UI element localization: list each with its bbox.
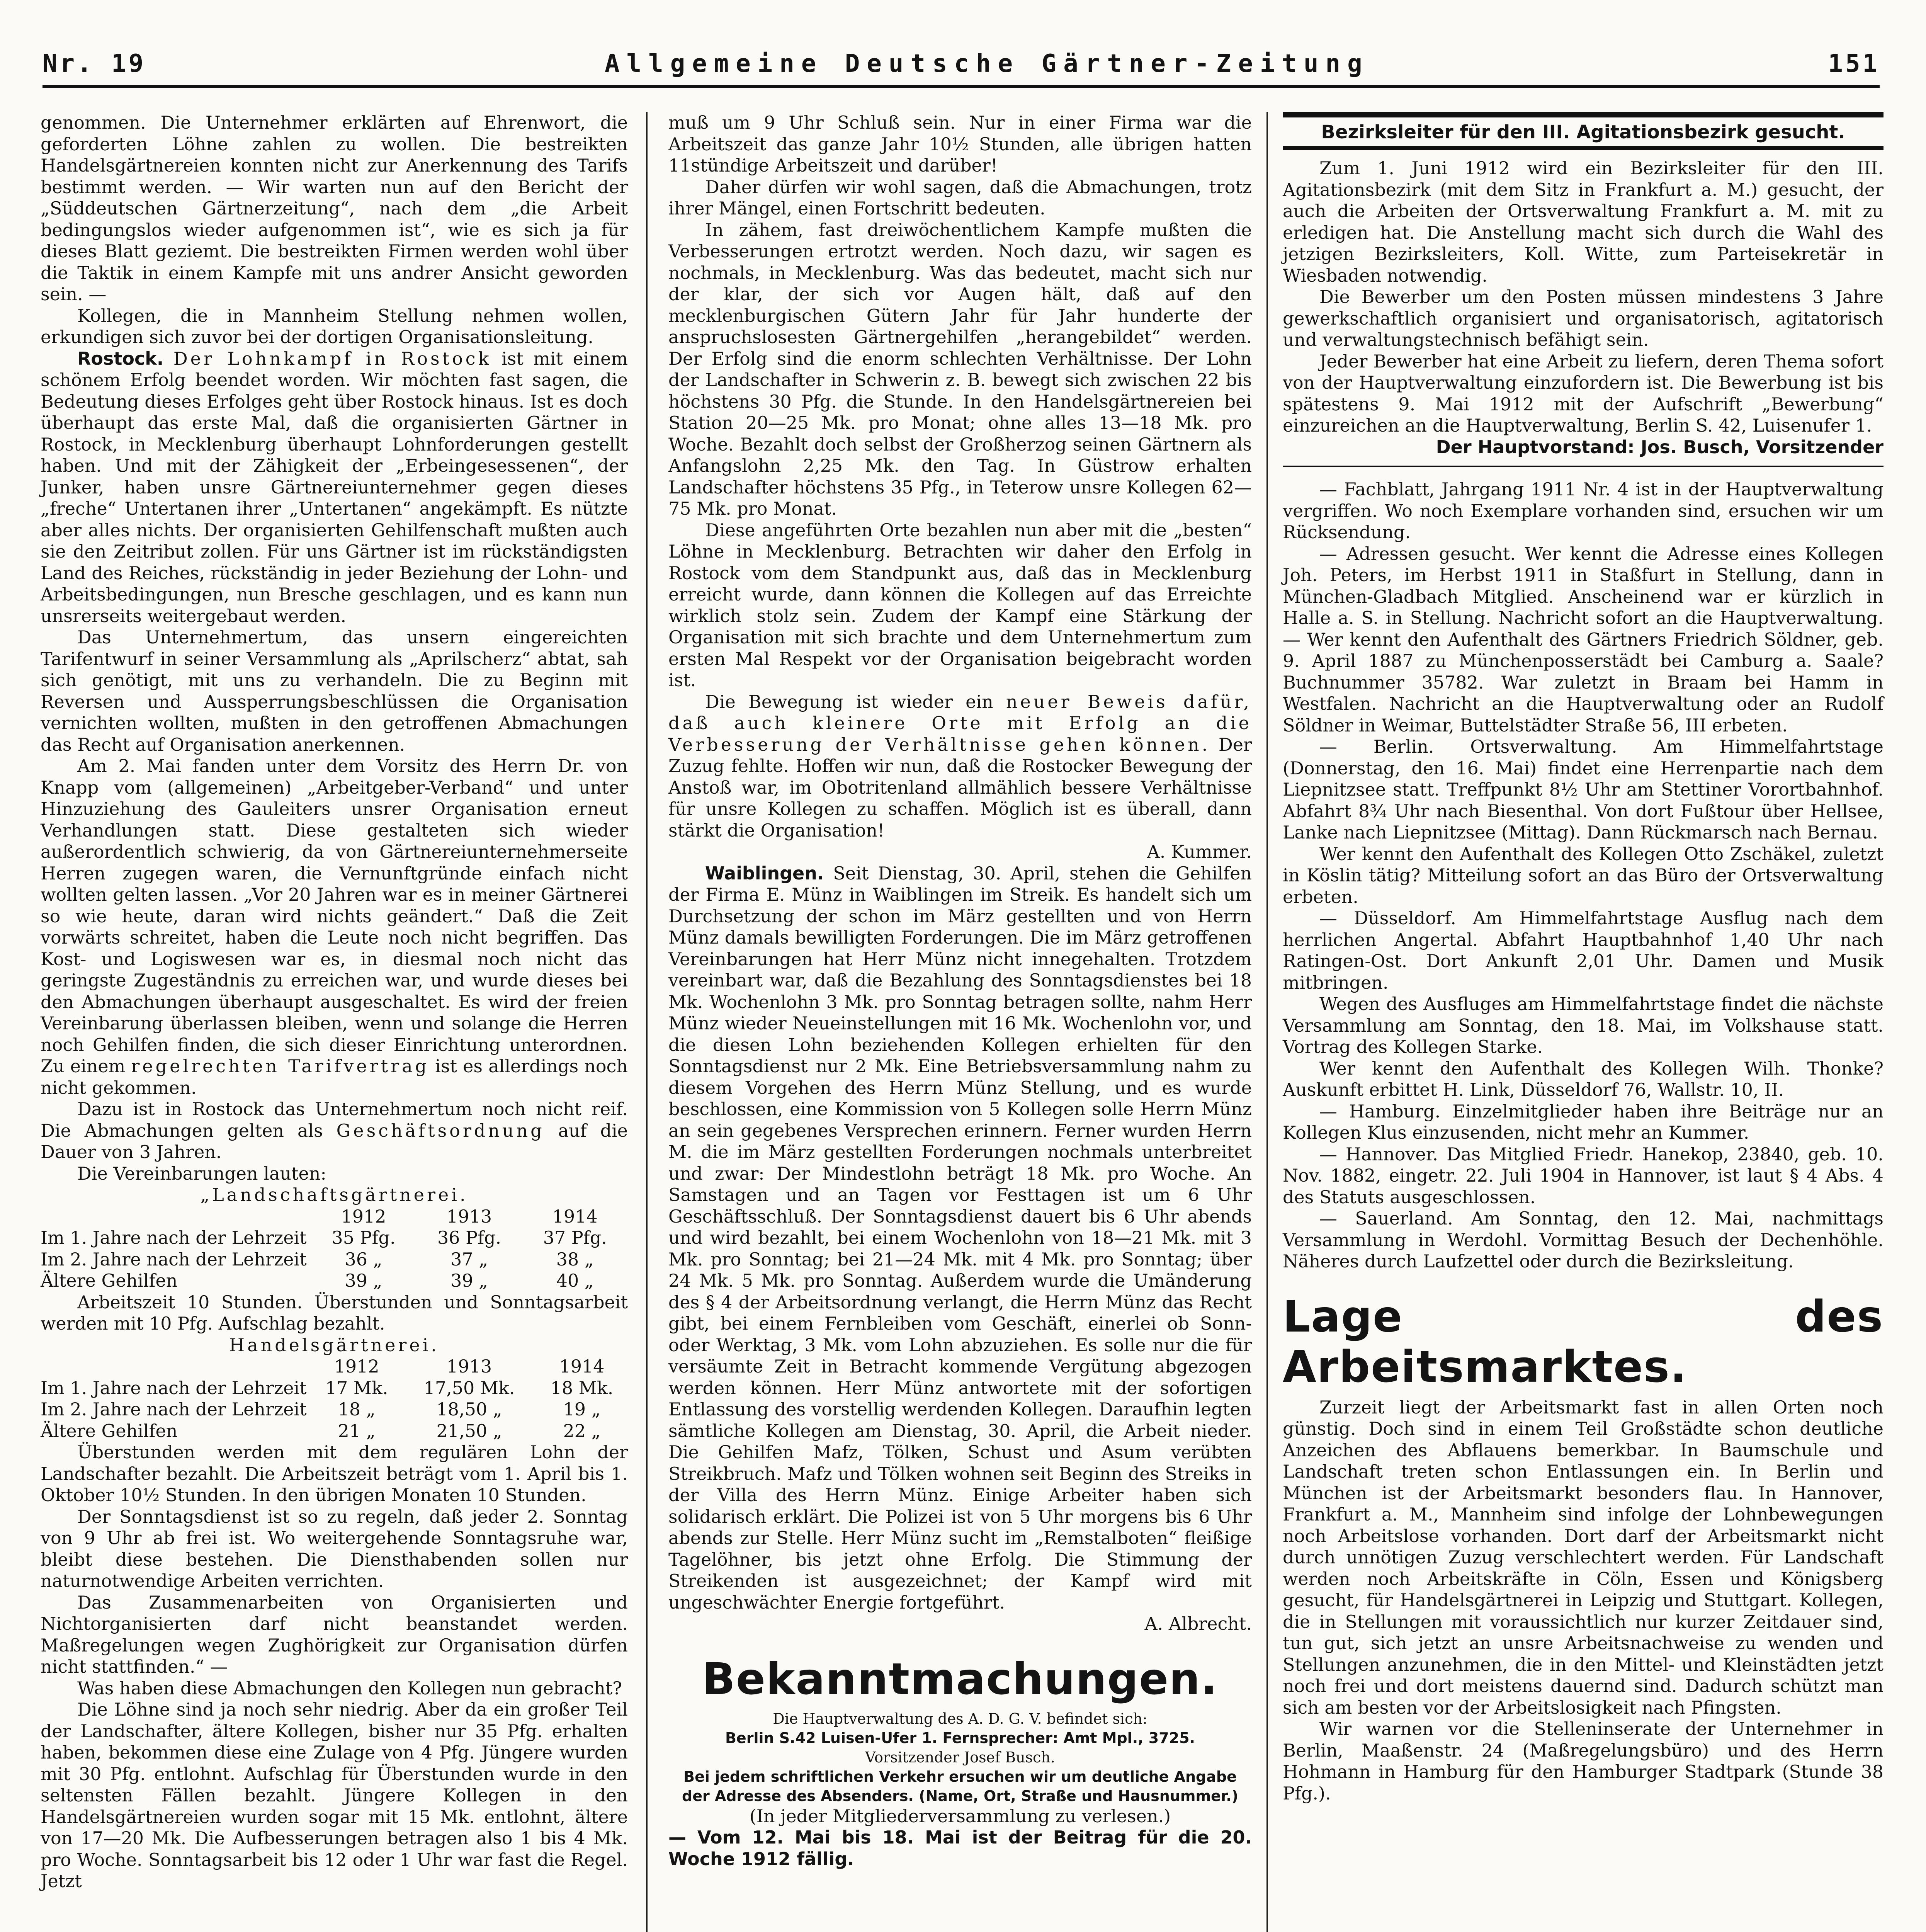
notice: — Sauerland. Am Sonntag, den 12. Mai, nachmittags Versammlung in Werdohl. Vormittag Besuch der Dechenhöhle. Näheres durch Laufzettel oder durch die Bezirksleitung. <box>1283 1208 1884 1272</box>
paragraph: Das Zusammenarbeiten von Organisierten und Nichtorganisierten darf nicht beanstandet werden. Maßregelungen wegen Zughörigkeit zur Organisation dürfen nicht stattfinden.“ — <box>41 1592 628 1677</box>
issue-number: Nr. 19 <box>42 49 146 78</box>
signature: A. Kummer. <box>1147 841 1252 862</box>
board-signature: Der Hauptvorstand: Jos. Busch, Vorsitzender <box>1436 436 1884 457</box>
rostock-heading: Rostock. <box>77 348 164 369</box>
rostock-report <box>41 348 628 627</box>
table-row <box>41 1378 628 1399</box>
table-cell: 18 Mk. <box>550 1377 614 1398</box>
announcement-line: Vorsitzender Josef Busch. <box>865 1748 1055 1766</box>
labor-market-title: Lage des Arbeitsmarktes. <box>1283 1291 1884 1392</box>
paragraph-text: ist es allerdings noch nicht gekommen. <box>41 1056 628 1098</box>
table-cell: 21,50 „ <box>436 1420 502 1441</box>
paragraph: Zurzeit liegt der Arbeitsmarkt fast in allen Orten noch günstig. Doch sind in einem Teil Großstädte schon deutliche Anzeichen des Abflauens bemerkbar. In Baumschule und Landschaft treten schon Entlassungen ein. In Berlin und München ist der Arbeitsmarkt besonders flau. In Hannover, Frankfurt a. M., Mannheim sind infolge der Lohnbewegungen noch Arbeitslose vorhanden. Dort darf der Arbeitsmarkt nicht durch unnötigen Zuzug verschlechtert werden. Für Landschaft werden noch Arbeitskräfte in Cöln, Essen und Königsberg gesucht, für Handelsgärtnerei in Leipzig und Stuttgart. Kollegen, die in Stellungen mit voraussichtlich nur kurzer Zeitdauer sind, tun gut, sich jetzt an unsre Arbeitsnachweise zu wenden und Stellungen anzunehmen, die in den Mittel- und Kleinstädten jetzt noch frei und dort meistens dauernd sind. Dadurch schützt man sich am besten vor der Arbeitslosigkeit nach Pfingsten. <box>1283 1396 1884 1718</box>
announcement-line: Bei jedem schriftlichen Verkehr ersuchen wir um deutliche Angabe der Adresse des Absenders. (Name, Ort, Straße und Hausnummer.) <box>682 1768 1238 1804</box>
table-title-trade: Handelsgärtnerei. <box>229 1334 439 1355</box>
spaced-text: Geschäftsordnung <box>336 1120 545 1141</box>
paragraph-text: Die Bewegung ist wieder ein <box>705 691 993 712</box>
table-cell: 37 „ <box>450 1248 488 1270</box>
paragraph-text: auf die Dauer von 3 Jahren. <box>41 1120 628 1162</box>
notice: — Adressen gesucht. Wer kennt die Adresse eines Kollegen Joh. Peters, im Herbst 1911 in Staßfurt in Stellung, dann in München-Gladbach Mitglied. Anscheinend war er kürzlich in Halle a. S. in Stellung. Nachricht sofort an die Hauptverwaltung. — Wer kennt den Aufenthalt des Gärtners Friedrich Söldner, geb. 9. April 1887 zu Münchenposserstädt bei Camburg a. Saale? Buchnummer 35782. War zuletzt in Braam bei Hamm in Westfalen. Nachricht an die Hauptverwaltung oder an Rudolf Söldner in Weimar, Buttelstädter Straße 56, III erbeten. <box>1283 543 1884 736</box>
paragraph: Die Bewerber um den Posten müssen mindestens 3 Jahre gewerkschaftlich organisiert und organisatorisch, agitatorisch und verwaltungstechnisch befähigt sein. <box>1283 286 1884 350</box>
column-rule-right <box>1266 112 1268 1932</box>
table-row <box>41 1399 628 1420</box>
paragraph: Arbeitszeit 10 Stunden. Überstunden und Sonntagsarbeit werden mit 10 Pfg. Aufschlag bezahlt. <box>41 1291 628 1334</box>
paragraph: Zum 1. Juni 1912 wird ein Bezirksleiter für den III. Agitationsbezirk (mit dem Sitz in Frankfurt a. M.) gesucht, der auch die Arbeiten der Ortsverwaltung Frankfurt a. M. mit zu erledigen hat. Die Anstellung macht sich durch die Wahl des jetzigen Bezirksleiters, Koll. Witte, zum Parteisekretär in Wiesbaden notwendig. <box>1283 158 1884 286</box>
paragraph: Die Vereinbarungen lauten: <box>77 1163 326 1184</box>
column-rule-left <box>646 112 648 1932</box>
table-cell: 18,50 „ <box>436 1399 502 1420</box>
wage-table-landscape <box>41 1206 628 1292</box>
paragraph: Wir warnen vor die Stelleninserate der Unternehmer in Berlin, Maaßenstr. 24 (Maßregelungsbüro) und des Herrn Hohmann in Hamburg für den Hamburger Stadtpark (Stunde 38 Pfg.). <box>1283 1718 1884 1804</box>
column-1 <box>41 112 628 1892</box>
year-cell: 1913 <box>447 1356 492 1377</box>
paragraph-agreement <box>41 1099 628 1163</box>
page-header <box>42 27 1880 88</box>
paragraph: Was haben diese Abmachungen den Kollegen nun gebracht? <box>77 1677 622 1699</box>
waiblingen-report <box>668 863 1252 1614</box>
notice: — Hamburg. Einzelmitglieder haben ihre Beiträge nur an Kollegen Klus einzusenden, nicht mehr an Kummer. <box>1283 1100 1884 1143</box>
table-row <box>41 1270 628 1292</box>
announcement-line: Berlin S.42 Luisen-Ufer 1. Fernsprecher: Amt Mpl., 3725. <box>725 1729 1195 1747</box>
year-cell: 1914 <box>559 1356 605 1377</box>
notice: Wegen des Ausfluges am Himmelfahrtstage findet die nächste Versammlung am Sonntag, den 18. Mai, im Volkshause statt. Vortrag des Kollegen Starke. <box>1283 993 1884 1057</box>
paragraph: In zähem, fast dreiwöchentlichem Kampfe mußten die Verbesserungen ertrotzt werden. Noch dazu, wir sagen es nochmals, in Mecklenburg. Was das bedeutet, macht sich nur der klar, der sich vor Augen hält, daß auf den mecklenburgischen Gütern Jahr für Jahr hunderte der anspruchslosesten Gärtnergehilfen „herangebildet“ werden. Der Erfolg sind die enorm schlechten Verhältnisse. Der Lohn der Landschafter in Schwerin z. B. bewegt sich zwischen 22 bis höchstens 30 Pfg. die Stunde. In den Handelsgärtnereien bei Station 20—25 Mk. pro Monat; ohne alles 13—18 Mk. pro Woche. Bezahlt doch selbst der Großherzog seinen Gärtnern als Anfangslohn 2,25 Mk. den Tag. In Güstrow erhalten Landschafter höchstens 35 Pfg., in Teterow unsre Kollegen 62—75 Mk. pro Monat. <box>668 219 1252 519</box>
job-notice-box <box>1283 112 1884 150</box>
table-cell: 39 „ <box>450 1270 488 1291</box>
table-cell: 18 „ <box>338 1399 376 1420</box>
year-cell: 1913 <box>447 1206 492 1227</box>
column-2 <box>668 112 1252 1870</box>
table-cell: 36 Pfg. <box>437 1227 501 1248</box>
signature: A. Albrecht. <box>1144 1613 1252 1634</box>
notice: — Berlin. Ortsverwaltung. Am Himmelfahrtstage (Donnerstag, den 16. Mai) findet eine Herrenpartie nach dem Liepnitzsee statt. Treffpunkt 8½ Uhr am Stettiner Vorortbahnhof. Abfahrt 8¾ Uhr nach Biesenthal. Von dort Fußtour über Hellsee, Lanke nach Liepnitzsee (Mittag). Dann Rückmarsch nach Bernau. <box>1283 736 1884 843</box>
table-header-row <box>41 1356 628 1378</box>
row-label: Ältere Gehilfen <box>41 1420 178 1441</box>
rostock-spaced: Der Lohnkampf in Rostock <box>173 348 492 369</box>
announcement-line: Die Hauptverwaltung des A. D. G. V. befindet sich: <box>773 1710 1147 1727</box>
table-cell: 40 „ <box>556 1270 594 1291</box>
waiblingen-heading: Waiblingen. <box>705 862 824 884</box>
notice: Wer kennt den Aufenthalt des Kollegen Wilh. Thonke? Auskunft erbittet H. Link, Düsseldorf 76, Wallstr. 10, II. <box>1283 1058 1884 1100</box>
rostock-text: ist mit einem schönem Erfolg beendet worden. Wir möchten fast sagen, die Bedeutung dieses Erfolges geht über Rostock hinaus. Ist es doch überhaupt das erste Mal, daß die organisierten Gärtner in Rostock, in Mecklenburg überhaupt Lohnforderungen gestellt haben. Und mit der Zähigkeit der „Erbeingesessenen“, der Junker, haben unsre Gärtnereiunternehmer gegen dieses „freche“ Untertanen ihrer „Untertanen“ angekämpft. Es nützte aber alles nichts. Der organisierten Gehilfenschaft mußten auch sie den Zeitribut zollen. Für uns Gärtner ist im rückständigsten Land des Reiches, rückständig in jeder Beziehung der Lohn- und Arbeitsbedingungen, nun Bresche geschlagen, und es kann nun unsrerseits weitergebaut werden. <box>41 348 628 626</box>
spaced-text: regelrechten Tarifvertrag <box>131 1056 429 1077</box>
table-row <box>41 1420 628 1442</box>
announcement-line: (In jeder Mitgliederversammlung zu verlesen.) <box>749 1805 1171 1827</box>
row-label: Ältere Gehilfen <box>41 1270 178 1291</box>
table-cell: 17 Mk. <box>325 1377 388 1398</box>
table-cell <box>41 1206 311 1228</box>
paragraph: Kollegen, die in Mannheim Stellung nehmen wollen, erkundigen sich zuvor bei der dortigen Organisationsleitung. <box>41 305 628 347</box>
row-label: Im 2. Jahre nach der Lehrzeit <box>41 1399 307 1420</box>
table-cell: 38 „ <box>556 1248 594 1270</box>
paragraph-text: Dazu ist in Rostock das Unternehmertum noch nicht reif. Die Abmachungen gelten als <box>41 1099 628 1141</box>
paragraph-text: Der Zuzug fehlte. Hoffen wir nun, daß die Rostocker Bewegung der Anstoß war, im Obotritenland allmählich bessere Verhältnisse für unsre Kollegen zu schaffen. Möglich ist es überall, dann stärkt die Organisation! <box>668 734 1252 841</box>
table-cell: 36 „ <box>345 1248 382 1270</box>
year-cell: 1912 <box>334 1356 379 1377</box>
spaced-text: neuer Beweis dafür, daß auch kleinere Orte mit Erfolg an die Verbesserung der Verhältnisse gehen können. <box>668 691 1252 755</box>
table-cell: 22 „ <box>563 1420 601 1441</box>
divider <box>1283 466 1884 467</box>
table-cell <box>41 1356 311 1378</box>
paragraph: Das Unternehmertum, das unsern eingereichten Tarifentwurf in seiner Versammlung als „Aprilscherz“ abtat, sah sich genötigt, mit uns zu verhandeln. Die zu Beginn mit Reversen und Aussperrungsbeschlüssen die Organisation vernichten wollten, mußten in den getroffenen Abmachungen das Recht auf Organisation anerkennen. <box>41 627 628 755</box>
year-cell: 1914 <box>552 1206 598 1227</box>
paragraph: Jeder Bewerber hat eine Arbeit zu liefern, deren Thema sofort von der Hauptverwaltung einzufordern ist. Die Bewerbung ist bis spätestens 9. Mai 1912 mit der Aufschrift „Bewerbung“ einzureichen an die Hauptverwaltung, Berlin S. 42, Luisenufer 1. <box>1283 350 1884 436</box>
paragraph: muß um 9 Uhr Schluß sein. Nur in einer Firma war die Arbeitszeit das ganze Jahr 10½ Stunden, alle übrigen hatten 11stündige Arbeitszeit und darüber! <box>668 112 1252 176</box>
paragraph: Die Löhne sind ja noch sehr niedrig. Aber da ein großer Teil der Landschafter, ältere Kollegen, bisher nur 35 Pfg. erhalten haben, bekommen diese eine Zulage von 4 Pfg. Jüngere wurden mit 30 Pfg. entlohnt. Aufschlag für Überstunden wurde in den seltensten Fällen bezahlt. Jüngere Kollegen in den Handelsgärtnereien wurden sogar mit 15 Mk. entlohnt, ältere von 17—20 Mk. Die Aufbesserungen betragen also 1 bis 4 Mk. pro Woche. Sonntagsarbeit bis 12 oder 1 Uhr war fast die Regel. Jetzt <box>41 1699 628 1891</box>
announcements-title: Bekanntmachungen. <box>702 1654 1218 1704</box>
paragraph-movement <box>668 691 1252 842</box>
row-label: Im 2. Jahre nach der Lehrzeit <box>41 1248 307 1270</box>
table-cell: 19 „ <box>563 1399 601 1420</box>
notice: — Düsseldorf. Am Himmelfahrtstage Ausflug nach dem herrlichen Angertal. Abfahrt Hauptbahnhof 1,40 Uhr nach Ratingen-Ost. Dort Ankunft 2,01 Uhr. Damen und Musik mitbringen. <box>1283 908 1884 993</box>
newspaper-title: Allgemeine Deutsche Gärtner-Zeitung <box>605 49 1369 78</box>
table-cell: 17,50 Mk. <box>423 1377 515 1398</box>
table-cell: 39 „ <box>345 1270 382 1291</box>
notice: — Hannover. Das Mitglied Friedr. Hanekop, 23840, geb. 10. Nov. 1882, eingetr. 22. Juli 1904 in Hannover, ist laut § 4 Abs. 4 des Statuts ausgeschlossen. <box>1283 1143 1884 1208</box>
notice: Wer kennt den Aufenthalt des Kollegen Otto Zschäkel, zuletzt in Köslin tätig? Mitteilung sofort an das Büro der Ortsverwaltung erbeten. <box>1283 843 1884 907</box>
wage-table-trade <box>41 1356 628 1442</box>
row-label: Im 1. Jahre nach der Lehrzeit <box>41 1227 307 1248</box>
table-row <box>41 1249 628 1270</box>
table-cell: 37 Pfg. <box>543 1227 607 1248</box>
year-cell: 1912 <box>341 1206 386 1227</box>
paragraph-text: Seit Dienstag, 30. April, stehen die Gehilfen der Firma E. Münz in Waiblingen im Streik. Es handelt sich um Durchsetzung der schon im März gestellten und von Herrn Münz damals bewilligten Forderungen. Die im März getroffenen Vereinbarungen hat Herr Münz nicht innegehalten. Trotzdem vereinbart war, daß die Bezahlung des Sonntagsdienstes bei 18 Mk. Wochenlohn 3 Mk. pro Sonntag betragen sollte, nahm Herr Münz wieder Neueinstellungen mit 16 Mk. Wochenlohn vor, und die diesen Lohn beziehenden Kollegen erhielten für den Sonntagsdienst nur 2 Mk. Eine Betriebsversammlung nahm zu diesem Vorgehen des Herrn Münz Stellung, und es wurde beschlossen, eine Kommission von 5 Kollegen solle Herrn Münz an sein gegebenes Versprechen erinnern. Ferner wurden Herrn M. die im März gestellten Forderungen nochmals unterbreitet und zwar: Der Mindestlohn beträgt 18 Mk. pro Woche. An Samstagen und an Tagen vor Festtagen ist um 6 Uhr Geschäftsschluß. Der Sonntagsdienst dauert bis 6 Uhr abends und wird bezahlt, bei einem Wochenlohn von 18—21 Mk. mit 3 Mk. pro Sonntag; bei 21—24 Mk. mit 4 Mk. pro Sonntag; über 24 Mk. 5 Mk. pro Sonntag. Außerdem wurde die Umänderung des § 4 der Arbeitsordnung verlangt, die Herrn Münz das Recht gibt, bei einem Fernbleiben vom Geschäft, einerlei ob Sonn- oder Werktag, 3 Mk. vom Lohn abzuziehen. Es solle nur die für versäumte Zeit in Betracht kommende Vergütung abgezogen werden können. Herr Münz antwortete mit der sofortigen Entlassung des vorstellig werdenden Kollegen. Daraufhin legten sämtliche Kollegen am Dienstag, 30. April, die Arbeit nieder. Die Gehilfen Mafz, Tölken, Schust und Asum verübten Streikbruch. Mafz und Tölken wohnen seit Beginn des Streiks in der Villa des Herrn Münz. Einige Arbeiter haben sich solidarisch erklärt. Die Polizei ist von 5 Uhr morgens bis 6 Uhr abends zur Stelle. Herr Münz sucht im „Remstalboten“ fleißige Tagelöhner, bis jetzt ohne Erfolg. Die Stimmung der Streikenden ist ausgezeichnet; der Kampf wird mit ungeschwächter Energie fortgeführt. <box>668 862 1252 1613</box>
paragraph: Daher dürfen wir wohl sagen, daß die Abmachungen, trotz ihrer Mängel, einen Fortschritt bedeuten. <box>668 176 1252 219</box>
page-number: 151 <box>1828 49 1880 78</box>
paragraph: Diese angeführten Orte bezahlen nun aber mit die „besten“ Löhne in Mecklenburg. Betrachten wir daher den Erfolg in Rostock vom dem Standpunkt aus, daß das in Mecklenburg erreicht wurde, dann können die Kollegen auf das Erreichte wirklich stolz sein. Zudem der Kampf eine Stärkung der Organisation mit sich brachte und dem Unternehmertum zum ersten Mal Respekt vor der Organisation beigebracht worden ist. <box>668 519 1252 690</box>
paragraph: Überstunden werden mit dem regulären Lohn der Landschafter bezahlt. Die Arbeitszeit beträgt vom 1. April bis 1. Oktober 10½ Stunden. In den übrigen Monaten 10 Stunden. <box>41 1442 628 1505</box>
announcement-dues: — Vom 12. Mai bis 18. Mai ist der Beitrag für die 20. Woche 1912 fällig. <box>668 1827 1252 1869</box>
row-label: Im 1. Jahre nach der Lehrzeit <box>41 1377 307 1398</box>
paragraph-text: Am 2. Mai fanden unter dem Vorsitz des Herrn Dr. von Knapp vom (allgemeinen) „Arbeitgeber-Verband“ und unter Hinzuziehung des Gauleiters unsrer Organisation erneut Verhandlungen statt. Diese gestalteten sich wieder außerordentlich schwierig, da von Gärtnereiunternehmerseite Herren zugegen waren, die Vernunftgründe einfach nicht wollten gelten lassen. „Vor 20 Jahren war es in meiner Gärtnerei so wie heute, daran wird nichts geändert.“ Daß die Zeit vorwärts schreitet, haben die Leute noch nicht begriffen. Das Kost- und Logiswesen war es, in diesmal noch nicht das geringste Zugeständnis zu erreichen war, und wurde dieses bei den Abmachungen überhaupt ausgeschaltet. Es wird der freien Vereinbarung überlassen bleiben, wenn und solange die Herren noch Gehilfen finden, die sich dieser Einrichtung unterordnen. Zu einem <box>41 755 628 1077</box>
table-cell: 35 Pfg. <box>331 1227 396 1248</box>
table-cell: 21 „ <box>338 1420 376 1441</box>
notice: — Fachblatt, Jahrgang 1911 Nr. 4 ist in der Hauptverwaltung vergriffen. Wo noch Exemplare vorhanden sind, ersuchen wir um Rücksendung. <box>1283 479 1884 543</box>
table-header-row <box>41 1206 628 1228</box>
paragraph: genommen. Die Unternehmer erklärten auf Ehrenwort, die geforderten Löhne zahlen zu wollen. Die bestreikten Handelsgärtnereien konnten nicht zur Anerkennung des Tarifs bestimmt werden. — Wir warten nun auf den Bericht der „Süddeutschen Gärtnerzeitung“, nach dem „die Arbeit bedingungslos wieder aufgenommen ist“, wie es sich ja für dieses Blatt geziemt. Die bestreikten Firmen werden wohl über die Taktik in einem Kampfe mit uns andrer Ansicht geworden sein. — <box>41 112 628 304</box>
column-3 <box>1283 112 1884 1804</box>
paragraph: Der Sonntagsdienst ist so zu regeln, daß jeder 2. Sonntag von 9 Uhr ab frei ist. Wo weitergehende Sonntagsruhe war, bleibt diese bestehen. Die Diensthabenden sollen nur naturnotwendige Arbeiten verrichten. <box>41 1506 628 1591</box>
table-row <box>41 1227 628 1249</box>
table-title-landscape: „Landschaftsgärtnerei. <box>200 1184 468 1205</box>
job-notice-title: Bezirksleiter für den III. Agitationsbezirk gesucht. <box>1321 121 1845 143</box>
paragraph-negotiations <box>41 755 628 1099</box>
